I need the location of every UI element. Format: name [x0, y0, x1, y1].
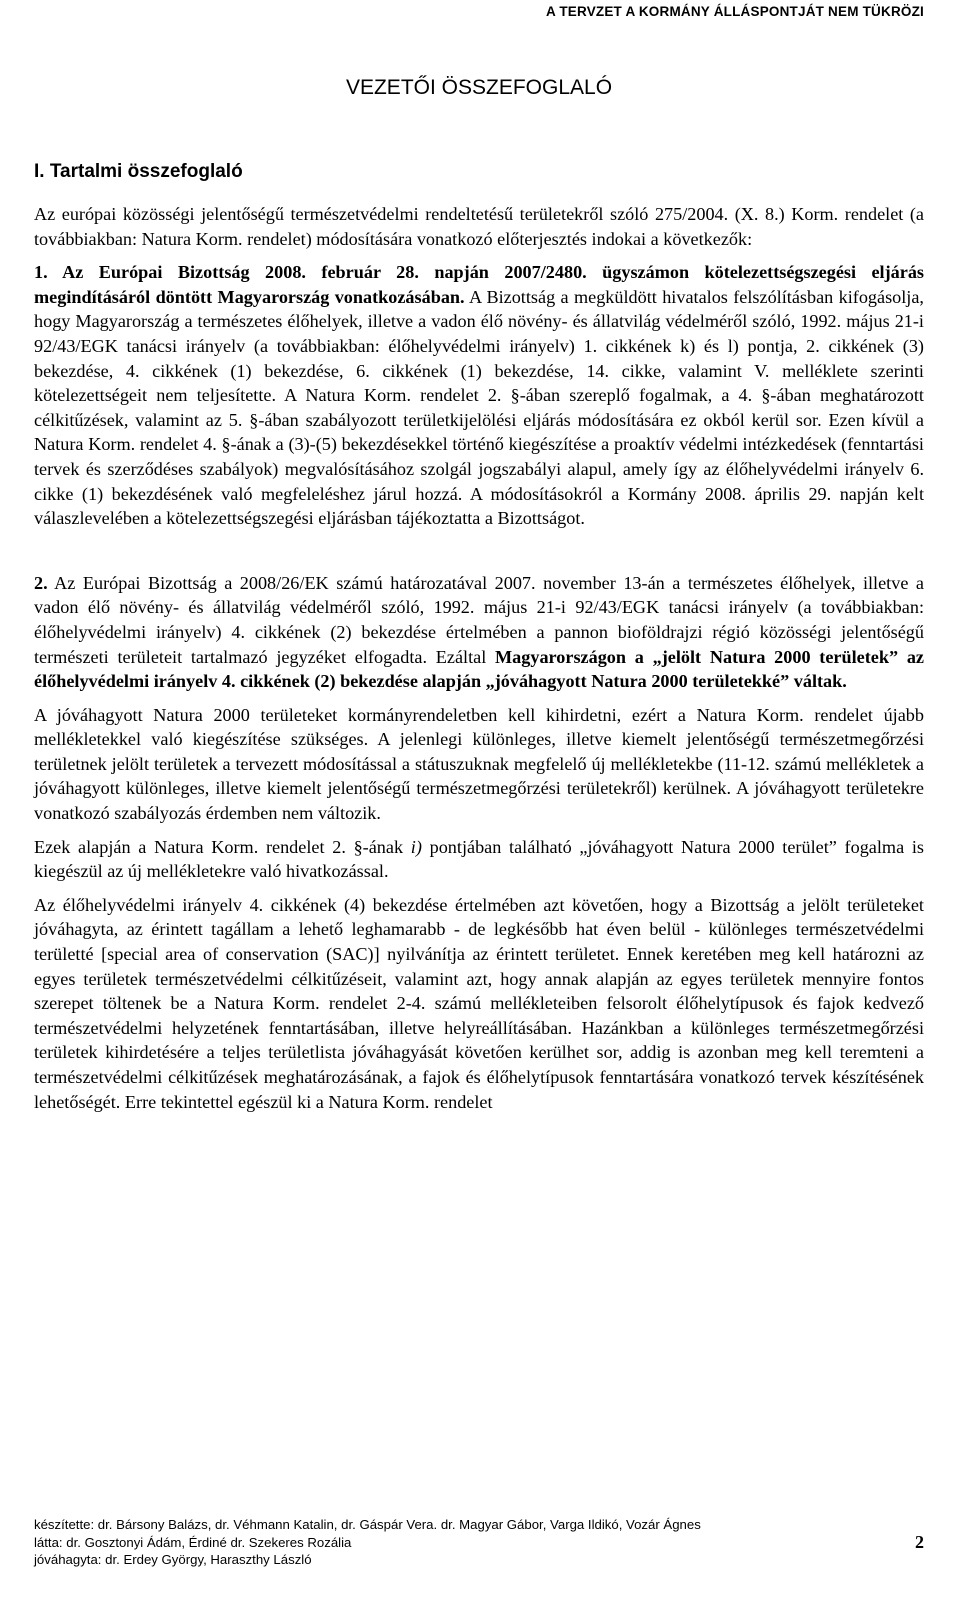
document-page	[34, 0, 924, 1622]
footer-approved-by: jóváhagyta: dr. Erdey György, Haraszthy László	[34, 1552, 312, 1567]
point-2-paragraph	[34, 571, 924, 694]
point-1-text: A Bizottság a megküldött hivatalos felszólításban kifogásolja, hogy Magyarország a természetes élőhelyek, illetve a vadon élő növény- és állatvilág védelméről szóló, 1992. május 21-i 92/43/EGK tanácsi irányelv (a továbbiakban: élőhelyvédelmi irányelv) 1. cikkének k) és l) pontja, 2. cikkének (3) bekezdése, 4. cikkének (1) bekezdése, 6. cikkének (1) bekezdése, 14. cikke, valamint V. melléklete szerinti kötelezettségeit nem teljesítette. A Natura Korm. rendelet 2. §-ában szereplő fogalmak, a 4. §-ában meghatározott célkitűzések, valamint az 5. §-ában szabályozott területkijelölési eljárás módosítására ez okból kerül sor. Ezen kívül a Natura Korm. rendelet 4. §-ának a (3)-(5) bekezdésekkel történő kiegészítése a proaktív védelmi intézkedések (fenntartási tervek és szerződéses szabályok) megvalósításához szolgál jogszabályi alapul, amely így az élőhelyvédelmi irányelv 6. cikke (1) bekezdésének való megfeleléshez járul hozzá. A módosításokról a Kormány 2008. április 29. napján kelt válaszlevelében a kötelezettségszegési eljárásban tájékoztatta a Bizottságot.	[34, 286, 924, 529]
header-disclaimer: A TERVZET A KORMÁNY ÁLLÁSPONTJÁT NEM TÜKRÖZI	[545, 4, 924, 19]
paragraph-4-italic: i)	[410, 836, 422, 857]
section-heading: I. Tartalmi összefoglaló	[34, 161, 243, 182]
document-title: VEZETŐI ÖSSZEFOGLALÓ	[345, 76, 613, 99]
document-body	[34, 202, 924, 1114]
point-1-paragraph	[34, 260, 924, 531]
point-2-text: Az Európai Bizottság a 2008/26/EK számú határozatával 2007. november 13-án a természetes élőhelyek, illetve a vadon élő növény- és állatvilág védelméről szóló, 1992. május 21-i 92/43/EGK tanácsi irányelv (a továbbiakban: élőhelyvédelmi irányelv) 4. cikkének (2) bekezdése értelmében a pannon bioföldrajzi régió közösségi jelentőségű természeti területeit tartalmazó jegyzéket elfogadta. Ezáltal	[34, 572, 924, 667]
intro-paragraph: Az európai közösségi jelentőségű természetvédelmi rendeltetésű területekről szóló 275/2004. (X. 8.) Korm. rendelet (a továbbiakban: Natura Korm. rendelet) módosítására vonatkozó előterjesztés indokai a következők:	[34, 204, 924, 249]
point-2-bold-text: Magyarországon a „jelölt Natura 2000 területek” az élőhelyvédelmi irányelv 4. cikkének (2) bekezdése alapján „jóváhagyott Natura 2000 területekké” váltak.	[34, 646, 924, 692]
page-number: 2	[915, 1532, 924, 1552]
footer-reviewed-by: látta: dr. Gosztonyi Ádám, Érdiné dr. Szekeres Rozália	[34, 1534, 352, 1550]
paragraph-3: A jóváhagyott Natura 2000 területeket kormányrendeletben kell kihirdetni, ezért a Natura Korm. rendelet újabb mellékletekkel való kiegészítése szükséges. A jelenlegi különleges, illetve kiemelt jelentőségű természetmegőrzési területnek jelölt területek a tervezett módosítással a státuszuknak megfelelő új mellékletekbe (11-12. számú mellékletek a jóváhagyott különleges, illetve kiemelt jelentőségű természetmegőrzési területekről) kerülnek. A jóváhagyott területekre vonatkozó szabályozás érdemben nem változik.	[34, 704, 924, 824]
paragraph-4-text-b: pontjában található „jóváhagyott Natura 2000 terület” fogalma is kiegészül az új mellékletekre való hivatkozással.	[34, 836, 924, 882]
footer-prepared-by: készítette: dr. Bársony Balázs, dr. Véhmann Katalin, dr. Gáspár Vera. dr. Magyar Gábor, Varga Ildikó, Vozár Ágnes	[34, 1517, 701, 1532]
point-2-number: 2.	[34, 572, 48, 593]
paragraph-4-text-a: Ezek alapján a Natura Korm. rendelet 2. §-ának	[34, 836, 411, 857]
footer-credits	[34, 1516, 924, 1569]
point-1-bold-text: 1. Az Európai Bizottság 2008. február 28. napján 2007/2480. ügyszámon kötelezettségszegési eljárás megindításáról döntött Magyarország vonatkozásában.	[34, 262, 924, 307]
paragraph-4	[34, 835, 924, 884]
paragraph-5: Az élőhelyvédelmi irányelv 4. cikkének (4) bekezdése értelmében azt követően, hogy a Bizottság a jelölt területeket jóváhagyta, az érintett tagállam a lehető leghamarabb - de legkésőbb hat éven belül - különleges természetvédelmi területté [special area of conservation (SAC)] nyilvánítja az érintett területet. Ennek keretében meg kell határozni az egyes területek természetvédelmi célkitűzéseit, valamint azt, hogy annak alapján az egyes területek mennyire fontos szerepet töltenek be a Natura Korm. rendelet 2-4. számú mellékleteiben felsorolt élőhelytípusok és fajok kedvező természetvédelmi helyzetének fenntartásában, illetve helyreállításában. Hazánkban a különleges természetmegőrzési területek kihirdetésére a teljes területlista jóváhagyását követően kerülhet sor, addig is azonban meg kell teremteni a természetvédelmi célkitűzések meghatározásának, a fajok és élőhelytípusok fenntartására vonatkozó tervek készítésének lehetőségét. Erre tekintettel egészül ki a Natura Korm. rendelet	[34, 894, 924, 1112]
